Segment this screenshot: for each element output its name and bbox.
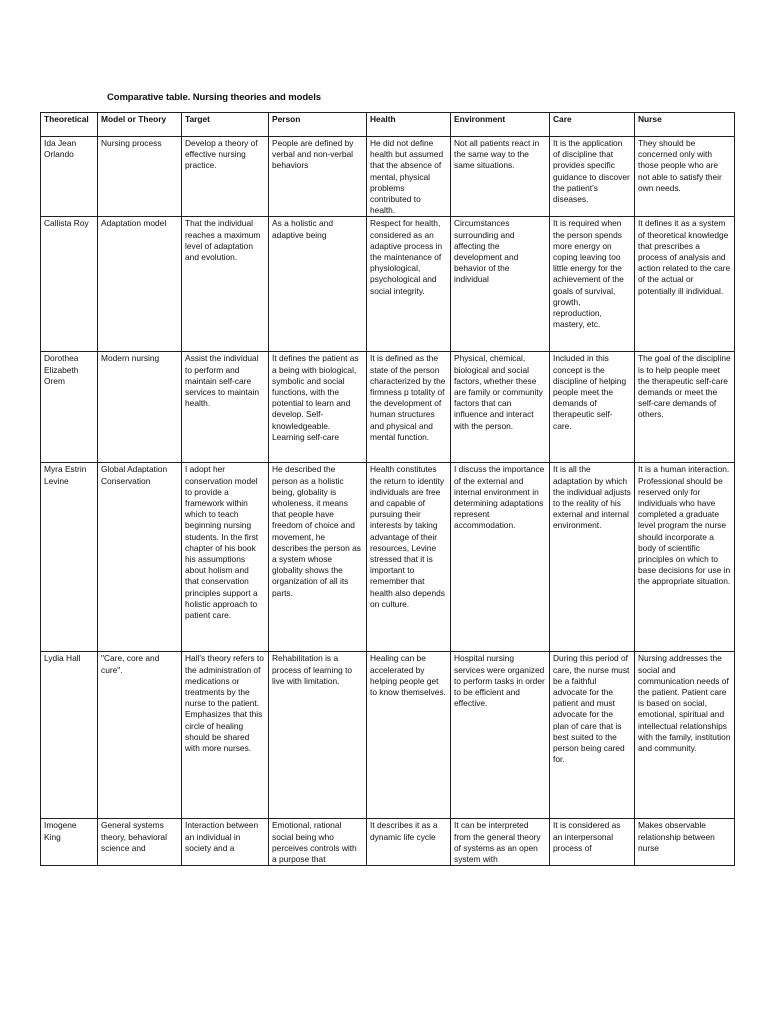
cell-health: Respect for health, considered as an adaptive process in the maintenance of physiological, psychological and social integrity. — [367, 217, 451, 352]
header-theoretical: Theoretical — [41, 113, 98, 137]
cell-person: As a holistic and adaptive being — [269, 217, 367, 352]
cell-target: Hall's theory refers to the administration of medications or treatments by the nurse to the patient. Emphasizes that this circle of healing should be shared with more nurses. — [182, 652, 269, 819]
cell-environment: Physical, chemical, biological and social factors, whether these are family or community factors that can influence and interact with the person. — [451, 352, 550, 463]
cell-environment: It can be interpreted from the general theory of systems as an open system with — [451, 819, 550, 866]
cell-person: It defines the patient as a being with biological, symbolic and social functions, with the potential to learn and develop. Self-knowledgeable. Learning self-care — [269, 352, 367, 463]
cell-environment: Circumstances surrounding and affecting the development and behavior of the individual — [451, 217, 550, 352]
cell-person: People are defined by verbal and non-verbal behaviors — [269, 137, 367, 217]
cell-nurse: It is a human interaction. Professional should be reserved only for individuals who have completed a graduate level program the nurse should incorporate a body of scientific principles on which to base decisions for use in the appropriate situation. — [635, 463, 735, 652]
cell-environment: Not all patients react in the same way to the same situations. — [451, 137, 550, 217]
cell-person: He described the person as a holistic being, globality is wholeness, it means that people have freedom of choice and movement, he describes the person as a system whose globality shows the organization of all its parts. — [269, 463, 367, 652]
cell-health: He did not define health but assumed that the absence of mental, physical problems contributed to health. — [367, 137, 451, 217]
table-row — [41, 463, 735, 652]
comparison-table — [40, 112, 735, 866]
cell-care: It is all the adaptation by which the individual adjusts to the reality of his external and internal environment. — [550, 463, 635, 652]
cell-health: It is defined as the state of the person characterized by the firmness p totality of the development of human structures and physical and mental function. — [367, 352, 451, 463]
cell-theoretical: Ida Jean Orlando — [41, 137, 98, 217]
cell-model: Global Adaptation Conservation — [98, 463, 182, 652]
cell-person: Rehabilitation is a process of learning to live with limitation. — [269, 652, 367, 819]
cell-target: Assist the individual to perform and maintain self-care services to maintain health. — [182, 352, 269, 463]
cell-target: Develop a theory of effective nursing practice. — [182, 137, 269, 217]
cell-model: General systems theory, behavioral science and — [98, 819, 182, 866]
header-health: Health — [367, 113, 451, 137]
header-target: Target — [182, 113, 269, 137]
cell-health: Health constitutes the return to identity individuals are free and capable of pursuing their interests by taking advantage of their resources, Levine stressed that it is important to remember that health also depends on culture. — [367, 463, 451, 652]
cell-environment: Hospital nursing services were organized to perform tasks in order to be efficient and effective. — [451, 652, 550, 819]
table-header-row — [41, 113, 735, 137]
document-title: Comparative table. Nursing theories and models — [107, 92, 321, 103]
cell-health: It describes it as a dynamic life cycle — [367, 819, 451, 866]
cell-target: That the individual reaches a maximum level of adaptation and evolution. — [182, 217, 269, 352]
cell-target: Interaction between an individual in society and a — [182, 819, 269, 866]
table-row — [41, 137, 735, 217]
table-row — [41, 217, 735, 352]
cell-nurse: They should be concerned only with those people who are not able to satisfy their own needs. — [635, 137, 735, 217]
cell-model: "Care, core and cure". — [98, 652, 182, 819]
cell-theoretical: Lydia Hall — [41, 652, 98, 819]
cell-care: It is required when the person spends more energy on coping leaving too little energy for the achievement of the goals of survival, growth, reproduction, mastery, etc. — [550, 217, 635, 352]
header-model: Model or Theory — [98, 113, 182, 137]
cell-environment: I discuss the importance of the external and internal environment in determining adaptations represent accommodation. — [451, 463, 550, 652]
header-care: Care — [550, 113, 635, 137]
cell-model: Modern nursing — [98, 352, 182, 463]
cell-theoretical: Imogene King — [41, 819, 98, 866]
header-environment: Environment — [451, 113, 550, 137]
cell-nurse: Nursing addresses the social and communication needs of the patient. Patient care is based on social, emotional, spiritual and intellectual relationships with the family, institution and community. — [635, 652, 735, 819]
table-row — [41, 652, 735, 819]
cell-model: Nursing process — [98, 137, 182, 217]
cell-nurse: It defines it as a system of theoretical knowledge that prescribes a process of analysis and action related to the care of the actual or potentially ill individual. — [635, 217, 735, 352]
header-person: Person — [269, 113, 367, 137]
cell-care: It is considered as an interpersonal process of — [550, 819, 635, 866]
cell-care: During this period of care, the nurse must be a faithful advocate for the patient and must advocate for the plan of care that is best suited to the person being cared for. — [550, 652, 635, 819]
cell-nurse: Makes observable relationship between nurse — [635, 819, 735, 866]
header-nurse: Nurse — [635, 113, 735, 137]
cell-health: Healing can be accelerated by helping people get to know themselves. — [367, 652, 451, 819]
cell-theoretical: Callista Roy — [41, 217, 98, 352]
cell-person: Emotional, rational social being who perceives controls with a purpose that — [269, 819, 367, 866]
cell-care: It is the application of discipline that provides specific guidance to discover the patient's diseases. — [550, 137, 635, 217]
cell-theoretical: Myra Estrin Levine — [41, 463, 98, 652]
cell-care: Included in this concept is the discipline of helping people meet the demands of therapeutic self-care. — [550, 352, 635, 463]
cell-model: Adaptation model — [98, 217, 182, 352]
cell-nurse: The goal of the discipline is to help people meet the therapeutic self-care demands or meet the self-care demands of others. — [635, 352, 735, 463]
table-row — [41, 352, 735, 463]
cell-theoretical: Dorothea Elizabeth Orem — [41, 352, 98, 463]
table-row — [41, 819, 735, 866]
cell-target: I adopt her conservation model to provide a framework within which to teach beginning nursing students. In the first chapter of his book his assumptions about holism and that conservation principles support a holistic approach to patient care. — [182, 463, 269, 652]
